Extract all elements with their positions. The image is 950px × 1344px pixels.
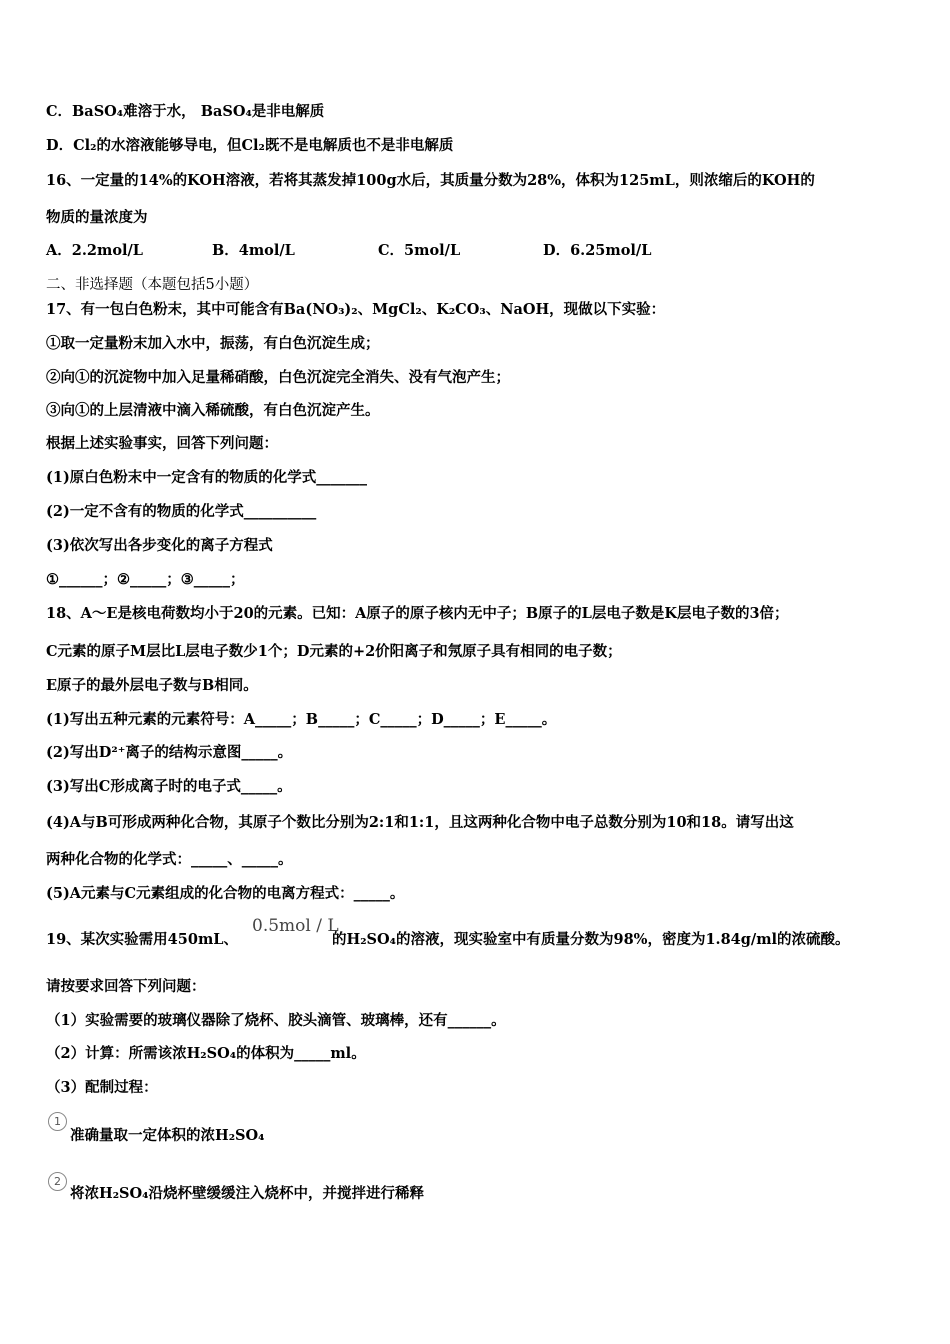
q19-sub-2: （2）计算：所需该浓H₂SO₄的体积为_____ml。: [46, 1045, 366, 1062]
option-d-15: D．Cl₂的水溶液能够导电，但Cl₂既不是电解质也不是非电解质: [46, 137, 454, 154]
q17-step-3: ③向①的上层清液中滴入稀硫酸，有白色沉淀产生。: [46, 402, 380, 419]
q18-sub-5: (5)A元素与C元素组成的化合物的电离方程式：_____。: [46, 885, 405, 902]
q19-sub-3: （3）配制过程：: [46, 1079, 158, 1096]
q19-step-1: 准确量取一定体积的浓H₂SO₄: [70, 1127, 265, 1144]
question-17: 17、有一包白色粉末，其中可能含有Ba(NO₃)₂、MgCl₂、K₂CO₃、NaOH，现做以下实验：: [46, 301, 666, 318]
q17-sub-3: (3)依次写出各步变化的离子方程式: [46, 537, 273, 554]
concentration-formula: 0.5mol / L: [252, 916, 339, 936]
q17-sub-2: (2)一定不含有的物质的化学式__________: [46, 503, 317, 520]
q17-step-2: ②向①的沉淀物中加入足量稀硝酸，白色沉淀完全消失、没有气泡产生；: [46, 369, 510, 386]
question-19-part-2: 的H₂SO₄的溶液，现实验室中有质量分数为98%，密度为1.84g/ml的浓硫酸。: [332, 931, 850, 948]
question-18-cont-1: C元素的原子M层比L层电子数少1个；D元素的+2价阳离子和氖原子具有相同的电子数；: [46, 643, 622, 660]
q18-sub-3: (3)写出C形成离子时的电子式_____。: [46, 778, 292, 795]
step-2-number: 2: [48, 1172, 67, 1191]
question-19-part-1: 19、某次实验需用450mL、: [46, 931, 238, 948]
q17-prompt: 根据上述实验事实，回答下列问题：: [46, 435, 278, 452]
section-heading: 二、非选择题（本题包括5小题）: [46, 277, 259, 293]
question-18-cont-2: E原子的最外层电子数与B相同。: [46, 677, 258, 694]
q17-step-1: ①取一定量粉末加入水中，振荡，有白色沉淀生成；: [46, 335, 380, 352]
question-16-cont: 物质的量浓度为: [46, 209, 148, 226]
q18-sub-2: (2)写出D²⁺离子的结构示意图_____。: [46, 744, 293, 761]
q18-sub-4-cont: 两种化合物的化学式：_____、_____。: [46, 851, 293, 868]
q16-option-d: D．6.25mol/L: [543, 242, 652, 259]
q18-sub-1: (1)写出五种元素的元素符号：A_____；B_____；C_____；D_____；E_____。: [46, 711, 557, 728]
q19-step-2: 将浓H₂SO₄沿烧杯壁缓缓注入烧杯中，并搅拌进行稀释: [70, 1185, 425, 1202]
question-16: 16、一定量的14%的KOH溶液，若将其蒸发掉100g水后，其质量分数为28%，体积为125mL，则浓缩后的KOH的: [46, 172, 815, 189]
option-c-15: C．BaSO₄难溶于水， BaSO₄是非电解质: [46, 103, 325, 120]
q17-sub-1: (1)原白色粉末中一定含有的物质的化学式_______: [46, 469, 368, 486]
q18-sub-4: (4)A与B可形成两种化合物，其原子个数比分别为2:1和1:1，且这两种化合物中电子总数分别为10和18。请写出这: [46, 814, 794, 831]
q16-option-c: C．5mol/L: [378, 242, 461, 259]
question-18: 18、A～E是核电荷数均小于20的元素。已知：A原子的原子核内无中子；B原子的L层电子数是K层电子数的3倍；: [46, 605, 789, 622]
q16-option-b: B．4mol/L: [212, 242, 295, 259]
q17-sub-3-blanks: ①______；②_____；③_____；: [46, 571, 245, 588]
step-1-number: 1: [48, 1112, 67, 1131]
q19-prompt: 请按要求回答下列问题：: [46, 978, 206, 995]
q19-sub-1: （1）实验需要的玻璃仪器除了烧杯、胶头滴管、玻璃棒，还有______。: [46, 1012, 506, 1029]
q16-option-a: A．2.2mol/L: [46, 242, 143, 259]
